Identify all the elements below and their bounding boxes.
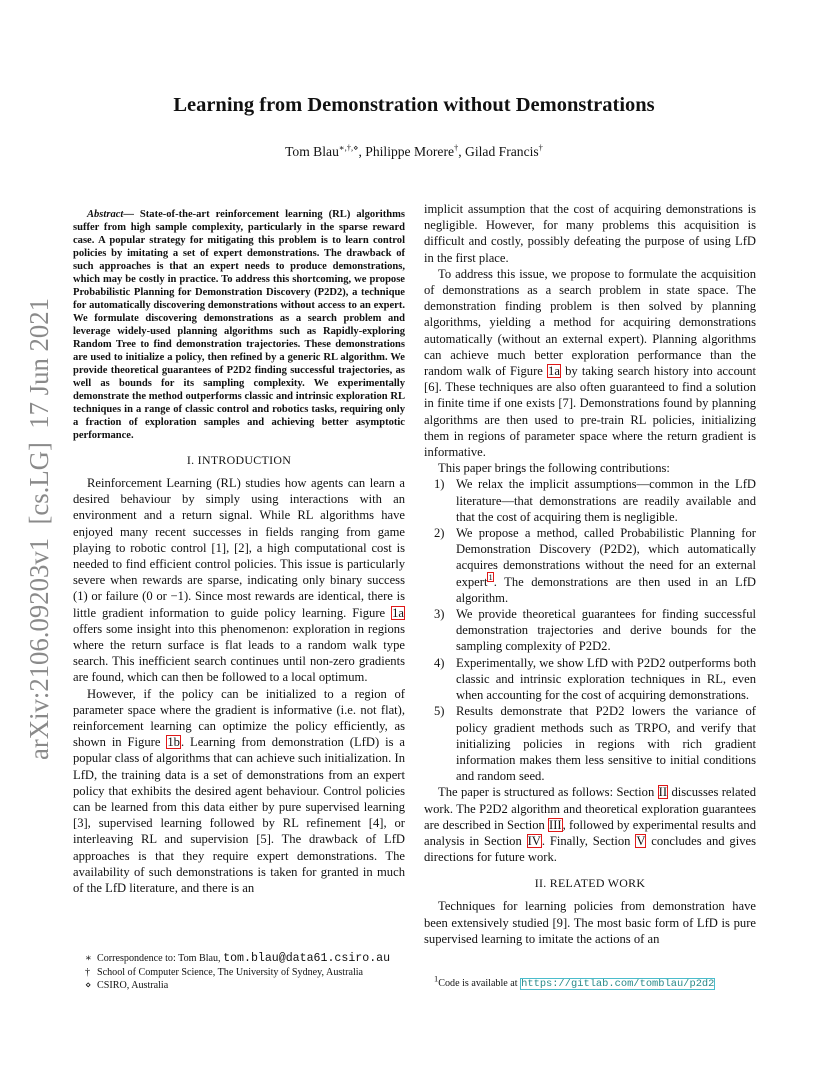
author-name: Tom Blau	[285, 144, 339, 159]
list-item-text: Experimentally, we show LfD with P2D2 outperforms both classic and intrinsic exploration techniques in RL, even when accounting for the cost of acquiring demonstrations.	[456, 655, 756, 703]
paper-title: Learning from Demonstration without Demonstrations	[173, 94, 655, 116]
footnote	[85, 952, 390, 966]
section-heading: I. INTRODUCTION	[186, 453, 292, 467]
author-separator: ,	[358, 144, 366, 159]
footnote-mark: ∗	[85, 953, 92, 964]
intro-paragraph	[424, 784, 756, 865]
list-number: 3)	[434, 607, 445, 622]
abstract-dash: —	[123, 209, 140, 220]
code-footnote	[434, 973, 715, 990]
related-paragraph: Techniques for learning policies from demonstration have been extensively studied [9]. The most basic form of LfD is pure supervised learning to imitate the actions of an	[424, 899, 756, 946]
right-column	[424, 201, 756, 947]
contributions-list	[424, 476, 756, 784]
paragraph-text: , followed by experimental results and analysis in Section	[424, 817, 756, 848]
list-item-text: . The demonstrations are then used in an LfD algorithm.	[456, 574, 756, 605]
paragraph-text: offers some insight into this phenomenon: exploration in regions where the return surface is flat leads to a random walk type search. This inefficient search continues until non-zero gradients are found, which can then be followed to a local optimum.	[73, 621, 405, 685]
figure-ref-link[interactable]: 1a	[548, 364, 560, 379]
section-ref-link[interactable]: IV	[527, 833, 541, 848]
list-item	[424, 476, 756, 525]
list-item-text: We provide theoretical guarantees for finding successful demonstration trajectories and derive bounds for the sampling complexity of P2D2.	[456, 607, 756, 654]
list-item	[424, 703, 756, 784]
arxiv-identifier-text: arXiv:2106.09203v1 [cs.LG] 17 Jun 2021	[24, 293, 54, 760]
list-item	[424, 606, 756, 655]
footnote	[85, 979, 390, 993]
section-ref-link[interactable]: V	[636, 833, 646, 848]
abstract	[73, 208, 405, 442]
affiliation-footnotes	[85, 952, 390, 993]
footnote-ref-link[interactable]: 1	[488, 572, 493, 583]
list-item	[424, 655, 756, 704]
intro-paragraph: implicit assumption that the cost of acquiring demonstrations is negligible. However, for many problems this acquisition is difficult and costly, possibly defeating the purpose of using LfD in the first place.	[424, 202, 756, 265]
footnote-text: School of Computer Science, The University of Sydney, Australia	[97, 966, 364, 978]
footnote-text: Correspondence to: Tom Blau,	[97, 953, 224, 964]
paragraph-text: concludes and gives directions for future work.	[424, 833, 757, 865]
author-name: Philippe Morere	[365, 144, 454, 159]
list-item	[424, 525, 756, 606]
paragraph-text: . Learning from demonstration (LfD) is a popular class of algorithms that can achieve such initialization. In LfD, the training data is a set of demonstrations from an expert policy that exhibits the desired agent behaviour. Control policies can be learned from this data either by pure supervised learning [3], supervised learning followed by RL refinement [4], or interleaving RL and supervision [5]. The drawback of LfD approaches is that they require expert demonstrations. The availability of such demonstrations is taken for granted in much of the LfD literature, and there is an	[73, 735, 405, 896]
paragraph-text: by taking search history into account [6]. These techniques are also often guaranteed to find a solution in finite time if one exists [7]. Demonstrations found by planning algorithms are then used to pre-train RL policies, initializing them in regions of parameter space where the return gradient is informative.	[424, 364, 756, 460]
list-number: 4)	[434, 655, 445, 670]
email-address: tom.blau@data61.csiro.au	[223, 952, 391, 965]
footnote	[85, 966, 390, 980]
paragraph-text: The paper is structured as follows: Section	[438, 785, 658, 800]
abstract-label: Abstract	[87, 209, 124, 220]
left-column	[73, 208, 405, 896]
paragraph-text: Reinforcement Learning (RL) studies how agents can learn a desired behaviour by simply using interactions with an environment and a return signal. While RL algorithms have enjoyed many recent successes in fields ranging from game playing to robotic control [1], [2], a high computational cost is needed to find efficient control policies. This issue is particularly severe when rewards are sparse, indicating only binary success (1) or failure (0 or −1). Since most rewards are identical, there is little gradient information to guide policy learning. Figure	[73, 476, 405, 620]
footnote-text: Code is available at	[438, 978, 521, 989]
section-ref-link[interactable]: II	[658, 785, 668, 800]
footnote-mark: †	[85, 966, 91, 978]
affiliation-marks: †	[538, 142, 543, 153]
figure-ref-link[interactable]: 1b	[167, 735, 180, 750]
affiliation-marks: ∗,†,⋄	[338, 142, 359, 153]
author-line	[0, 144, 828, 160]
intro-paragraph	[73, 475, 405, 686]
list-number: 5)	[434, 704, 445, 719]
list-number: 1)	[434, 477, 445, 492]
list-number: 2)	[434, 526, 445, 541]
section-ref-link[interactable]: III	[549, 817, 562, 832]
arxiv-identifier	[10, 292, 60, 762]
paragraph-text: However, if the policy can be initialized to a region of parameter space where the gradient is informative (i.e. not flat), reinforcement learning can optimize the policy efficiently, as shown in Figure	[73, 686, 405, 750]
paragraph-text: To address this issue, we propose to formulate the acquisition of demonstrations as a search problem in state space. The demonstration finding problem is then solved by planning algorithms, yielding a method for acquiring demonstrations automatically (without an external expert). Planning algorithms can achieve much better exploration performance than the random walk of Figure	[424, 266, 756, 379]
code-url-link[interactable]: https://gitlab.com/tomblau/p2d2	[521, 978, 715, 990]
author-separator: ,	[458, 144, 466, 159]
footnote-mark: ⋄	[85, 980, 92, 991]
affiliation-marks: †	[454, 142, 459, 153]
paragraph-text: . Finally, Section	[541, 833, 636, 848]
section-heading: II. RELATED WORK	[534, 876, 646, 891]
intro-paragraph	[424, 266, 756, 460]
list-item-text: We relax the implicit assumptions—common in the LfD literature—that demonstrations are readily available and that the cost of acquiring them is negligible.	[456, 477, 756, 524]
list-item-text: Results demonstrate that P2D2 lowers the variance of policy gradient methods such as TRPO, and verify that initializing policies in regions with rich gradient information makes them less sensitive to initial conditions and random seed.	[456, 704, 756, 784]
intro-paragraph	[73, 686, 405, 897]
paragraph-text: discusses related work. The P2D2 algorithm and theoretical exploration guarantees are described in Section	[424, 785, 757, 832]
list-item-text: We propose a method, called Probabilistic Planning for Demonstration Discovery (P2D2), which automatically acquires demonstrations without the need for an external expert	[456, 526, 756, 589]
footnote-mark: 1	[434, 973, 439, 984]
abstract-text: State-of-the-art reinforcement learning (RL) algorithms suffer from high sample complexity, particularly in the sparse reward case. A popular strategy for mitigating this problem is to learn control policies by imitating a set of expert demonstrations. The drawback of such approaches is that an expert needs to produce demonstrations, which may be costly in practice. To address this shortcoming, we propose Probabilistic Planning for Demonstration Discovery (P2D2), a technique for automatically discovering demonstrations without access to an expert. We formulate discovering demonstrations as a search problem and leverage widely-used planning algorithms such as Rapidly-exploring Random Tree to find demonstration trajectories. These demonstrations are used to initialize a policy, then refined by a generic RL algorithm. We provide theoretical guarantees of P2D2 finding successful trajectories, as well as bounds for its sampling complexity. We experimentally demonstrate the method outperforms classic and intrinsic exploration RL techniques in a range of classic control and robotics tasks, requiring only a fraction of exploration samples and achieving better asymptotic performance.	[73, 209, 405, 441]
intro-paragraph: This paper brings the following contributions:	[438, 461, 670, 476]
author-name: Gilad Francis	[465, 144, 539, 159]
figure-ref-link[interactable]: 1a	[392, 605, 404, 620]
footnote-text: CSIRO, Australia	[97, 980, 169, 991]
